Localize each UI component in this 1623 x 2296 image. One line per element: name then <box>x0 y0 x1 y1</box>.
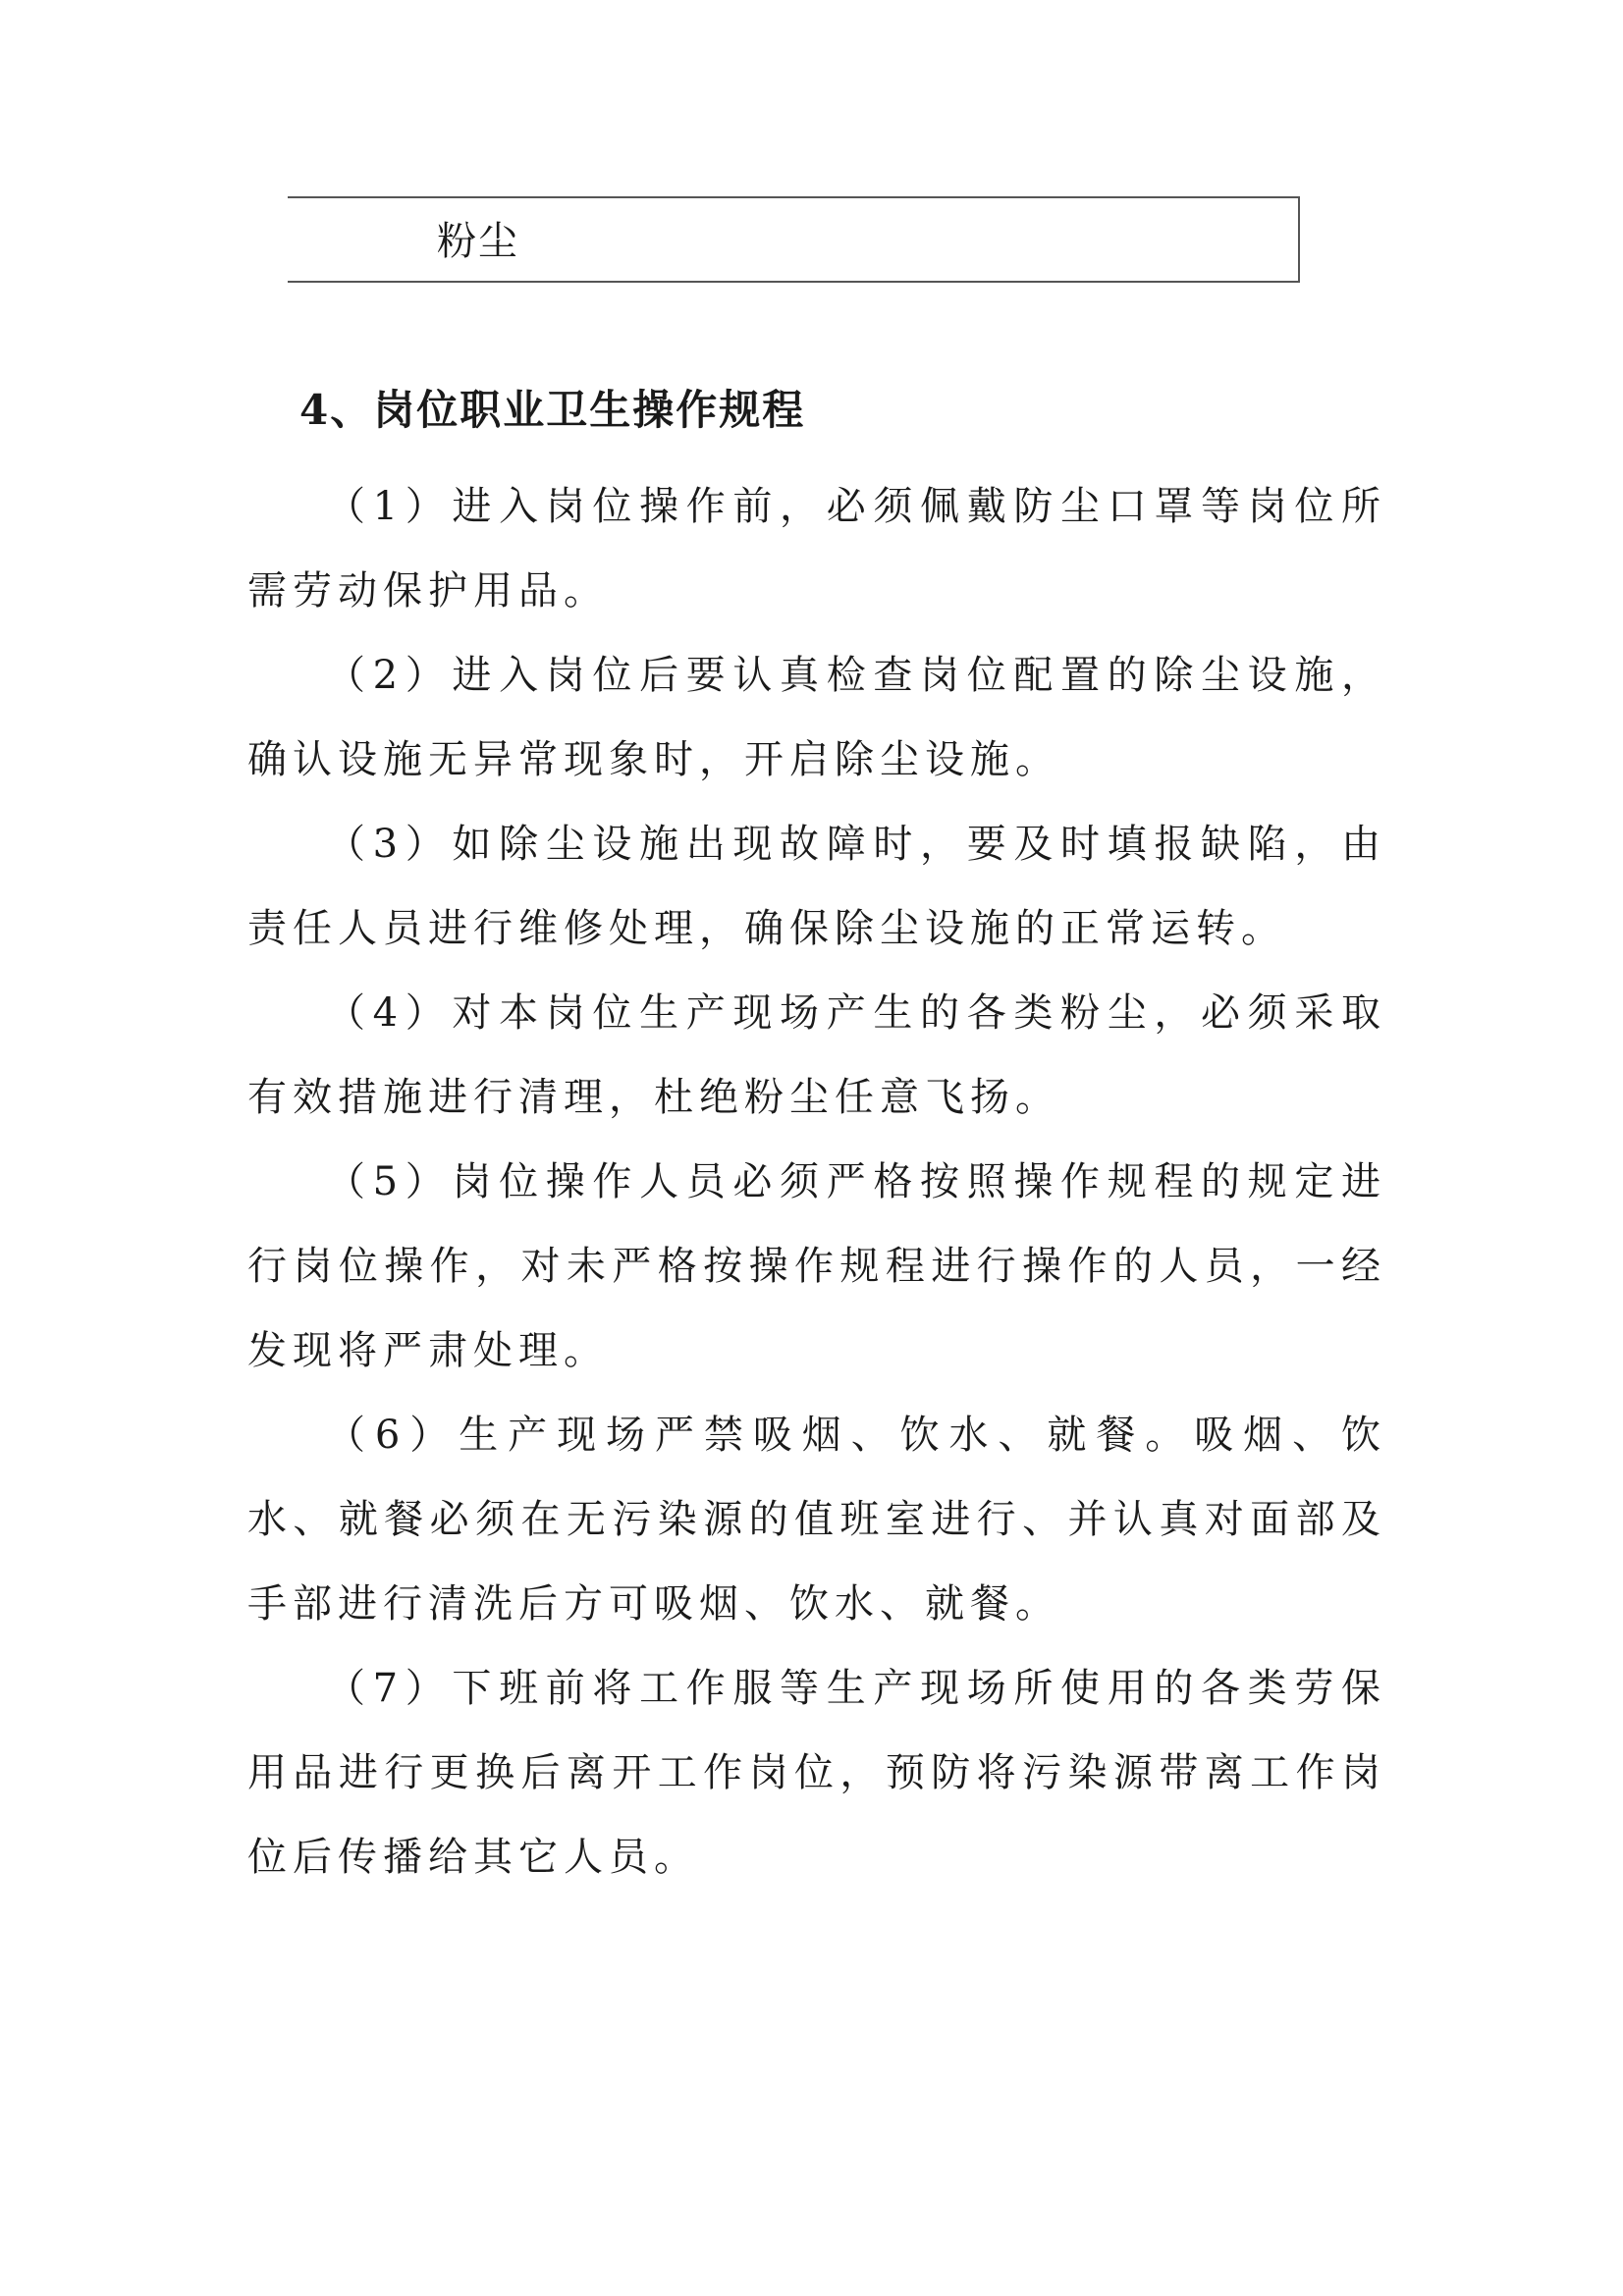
procedure-paragraph-2: （2）进入岗位后要认真检查岗位配置的除尘设施，确认设施无异常现象时，开启除尘设施。 <box>247 653 1386 782</box>
table-fragment <box>288 196 1300 283</box>
procedure-paragraph-4: （4）对本岗位生产现场产生的各类粉尘，必须采取有效措施进行清理，杜绝粉尘任意飞扬。 <box>247 990 1386 1120</box>
procedure-paragraph-5: （5）岗位操作人员必须严格按照操作规程的规定进行岗位操作，对未严格按操作规程进行操作的人员，一经发现将严肃处理。 <box>247 1159 1386 1373</box>
procedure-list <box>247 464 1386 1899</box>
section-heading: 4、岗位职业卫生操作规程 <box>299 386 806 434</box>
procedure-paragraph-7: （7）下班前将工作服等生产现场所使用的各类劳保用品进行更换后离开工作岗位，预防将污染源带离工作岗位后传播给其它人员。 <box>247 1666 1386 1880</box>
procedure-paragraph-1: （1）进入岗位操作前，必须佩戴防尘口罩等岗位所需劳动保护用品。 <box>247 484 1386 614</box>
procedure-paragraph-6: （6）生产现场严禁吸烟、饮水、就餐。吸烟、饮水、就餐必须在无污染源的值班室进行、并认真对面部及手部进行清洗后方可吸烟、饮水、就餐。 <box>247 1413 1386 1627</box>
table-cell-hazard: 粉尘 <box>437 219 519 264</box>
procedure-paragraph-3: （3）如除尘设施出现故障时，要及时填报缺陷，由责任人员进行维修处理，确保除尘设施的正常运转。 <box>247 822 1386 951</box>
